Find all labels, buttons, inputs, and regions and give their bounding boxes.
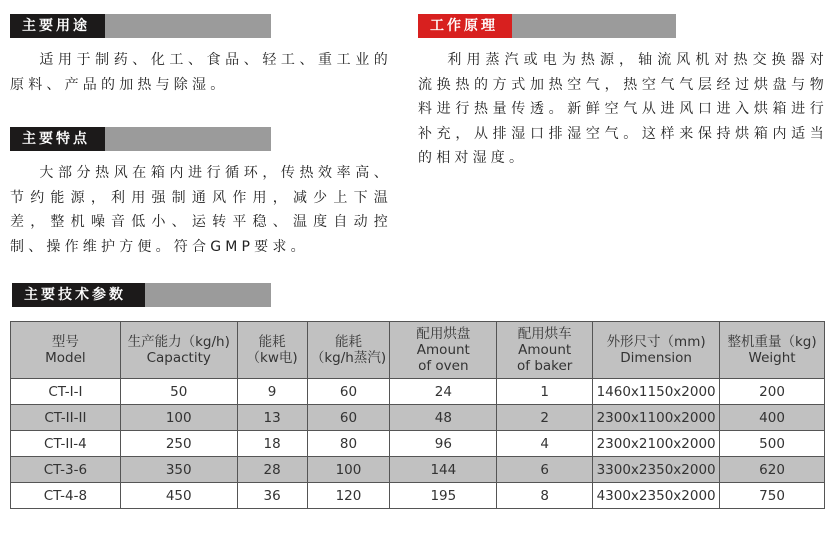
cell-power-electric: 36 [237,483,307,509]
cell-model: CT-I-I [11,379,121,405]
header-bar [105,14,271,38]
cell-baker-carts: 1 [497,379,593,405]
usage-section-header [10,14,271,38]
cell-baker-carts: 8 [497,483,593,509]
cell-power-steam: 120 [307,483,390,509]
cell-oven-trays: 48 [390,405,497,431]
cell-capacity: 50 [120,379,237,405]
cell-oven-trays: 24 [390,379,497,405]
principle-section-header [418,14,676,38]
cell-dimension: 3300x2350x2000 [593,457,720,483]
cell-oven-trays: 195 [390,483,497,509]
cell-capacity: 250 [120,431,237,457]
cell-power-steam: 60 [307,379,390,405]
header-bar [105,127,271,151]
cell-dimension: 1460x1150x2000 [593,379,720,405]
cell-weight: 400 [720,405,825,431]
cell-model: CT-II-II [11,405,121,431]
cell-baker-carts: 4 [497,431,593,457]
header-power-steam: 能耗 （kg/h蒸汽) [307,322,390,379]
header-bar [145,283,271,307]
principle-section-title: 工作原理 [418,14,512,38]
features-section-title: 主要特点 [10,127,105,151]
cell-dimension: 4300x2350x2000 [593,483,720,509]
header-weight: 整机重量（kg) Weight [720,322,825,379]
cell-weight: 500 [720,431,825,457]
specs-section-header [12,283,271,307]
table-row [11,379,825,405]
cell-power-steam: 100 [307,457,390,483]
specs-section-title: 主要技术参数 [12,283,145,307]
usage-section-title: 主要用途 [10,14,105,38]
usage-paragraph: 适用于制药、化工、食品、轻工、重工业的原料、产品的加热与除湿。 [10,52,392,93]
features-section-header [10,127,271,151]
principle-paragraph: 利用蒸汽或电为热源，轴流风机对热交换器对流换热的方式加热空气，热空气气层经过烘盘与物料进行热量传透。新鲜空气从进风口进入烘箱进行补充，从排湿口排湿空气。这样来保持烘箱内适当的相对湿度。 [418,52,828,166]
table-row [11,405,825,431]
cell-weight: 750 [720,483,825,509]
header-oven-trays: 配用烘盘 Amount of oven [390,322,497,379]
header-baker-carts: 配用烘车 Amount of baker [497,322,593,379]
header-power-electric: 能耗 （kw电) [237,322,307,379]
header-model: 型号 Model [11,322,121,379]
cell-capacity: 450 [120,483,237,509]
table-header-row [11,322,825,379]
cell-oven-trays: 144 [390,457,497,483]
cell-model: CT-4-8 [11,483,121,509]
cell-power-electric: 13 [237,405,307,431]
table-row [11,431,825,457]
cell-baker-carts: 2 [497,405,593,431]
cell-dimension: 2300x2100x2000 [593,431,720,457]
header-bar [512,14,676,38]
cell-power-steam: 60 [307,405,390,431]
cell-power-electric: 18 [237,431,307,457]
cell-capacity: 350 [120,457,237,483]
cell-power-steam: 80 [307,431,390,457]
cell-oven-trays: 96 [390,431,497,457]
table-row [11,483,825,509]
specs-table [10,321,825,509]
cell-weight: 200 [720,379,825,405]
header-capacity: 生产能力（kg/h) Capactity [120,322,237,379]
cell-weight: 620 [720,457,825,483]
features-paragraph: 大部分热风在箱内进行循环，传热效率高、节约能源，利用强制通风作用，减少上下温差，整机噪音低小、运转平稳、温度自动控制、操作维护方便。符合GMP要求。 [10,165,392,255]
cell-baker-carts: 6 [497,457,593,483]
cell-model: CT-II-4 [11,431,121,457]
table-row [11,457,825,483]
cell-capacity: 100 [120,405,237,431]
cell-model: CT-3-6 [11,457,121,483]
cell-dimension: 2300x1100x2000 [593,405,720,431]
cell-power-electric: 28 [237,457,307,483]
header-dimension: 外形尺寸（mm) Dimension [593,322,720,379]
cell-power-electric: 9 [237,379,307,405]
